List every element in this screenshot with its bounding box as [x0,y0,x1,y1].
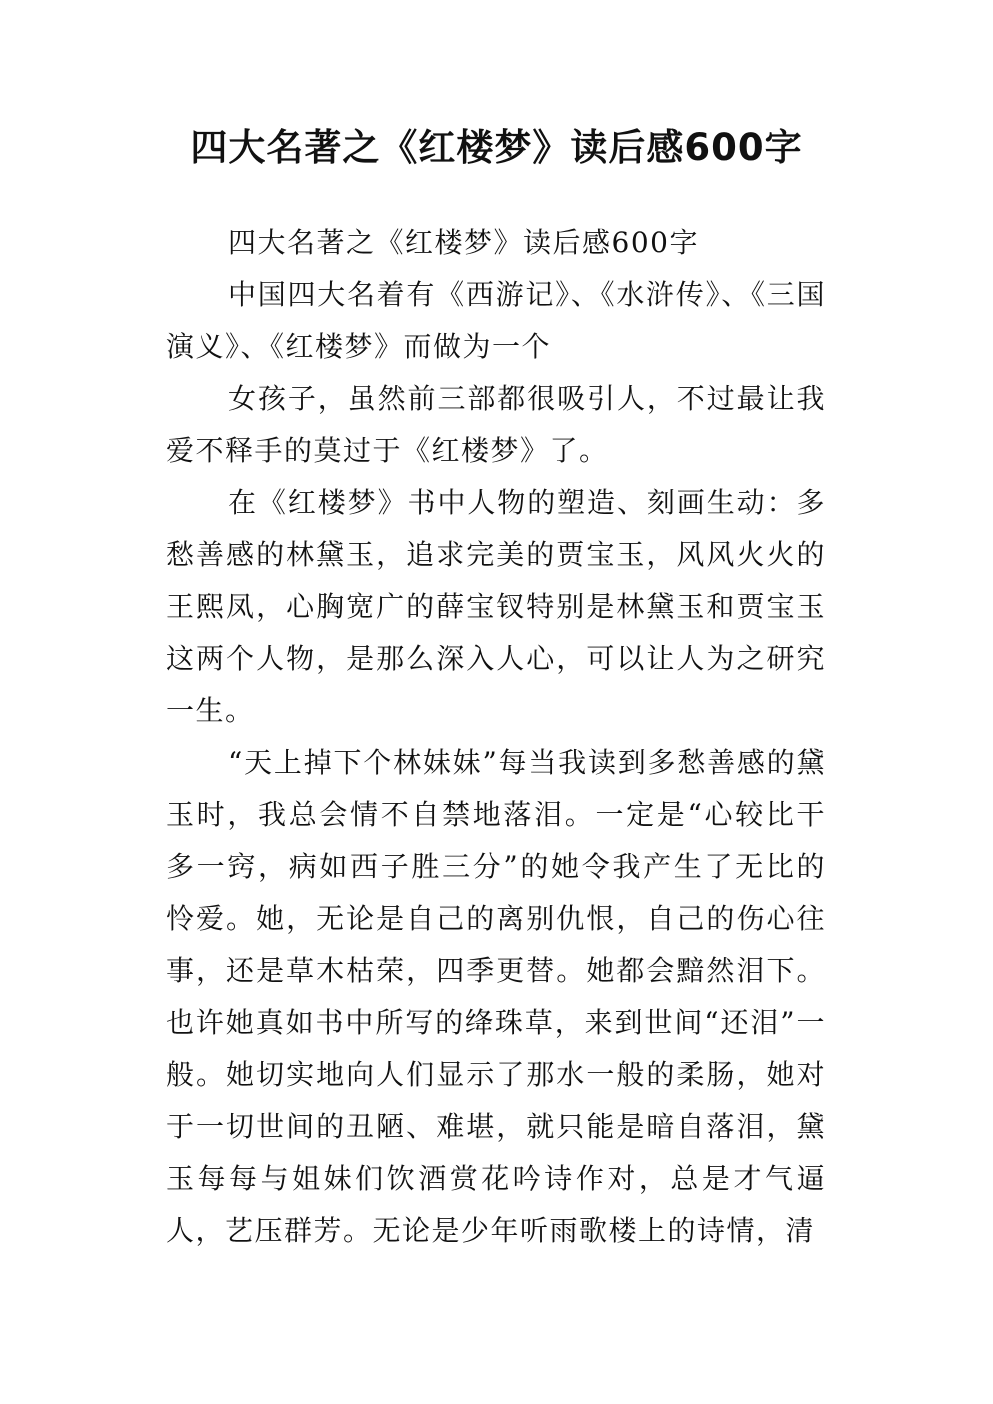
paragraph: 在《红楼梦》书中人物的塑造、刻画生动：多愁善感的林黛玉，追求完美的贾宝玉，风风火火的王熙凤，心胸宽广的薛宝钗特别是林黛玉和贾宝玉这两个人物，是那么深入人心，可以让人为之研究一生。 [166,486,826,727]
paragraph: 四大名著之《红楼梦》读后感600字 [228,226,699,259]
paragraph: 中国四大名着有《西游记》、《水浒传》、《三国演义》、《红楼梦》而做为一个 [166,278,826,363]
document-body [166,217,826,1257]
paragraph: 女孩子，虽然前三部都很吸引人，不过最让我爱不释手的莫过于《红楼梦》了。 [166,382,826,467]
paragraph: “天上掉下个林妹妹”每当我读到多愁善感的黛玉时，我总会情不自禁地落泪。一定是“心较比干多一窍，病如西子胜三分”的她令我产生了无比的怜爱。她，无论是自己的离别仇恨，自己的伤心往事，还是草木枯荣，四季更替。她都会黯然泪下。也许她真如书中所写的绛珠草，来到世间“还泪”一般。她切实地向人们显示了那水一般的柔肠，她对于一切世间的丑陋、难堪，就只能是暗自落泪，黛玉每每与姐妹们饮酒赏花吟诗作对，总是才气逼人，艺压群芳。无论是少年听雨歌楼上的诗情，清 [166,746,826,1247]
document-title: 四大名著之《红楼梦》读后感600字 [190,126,803,169]
